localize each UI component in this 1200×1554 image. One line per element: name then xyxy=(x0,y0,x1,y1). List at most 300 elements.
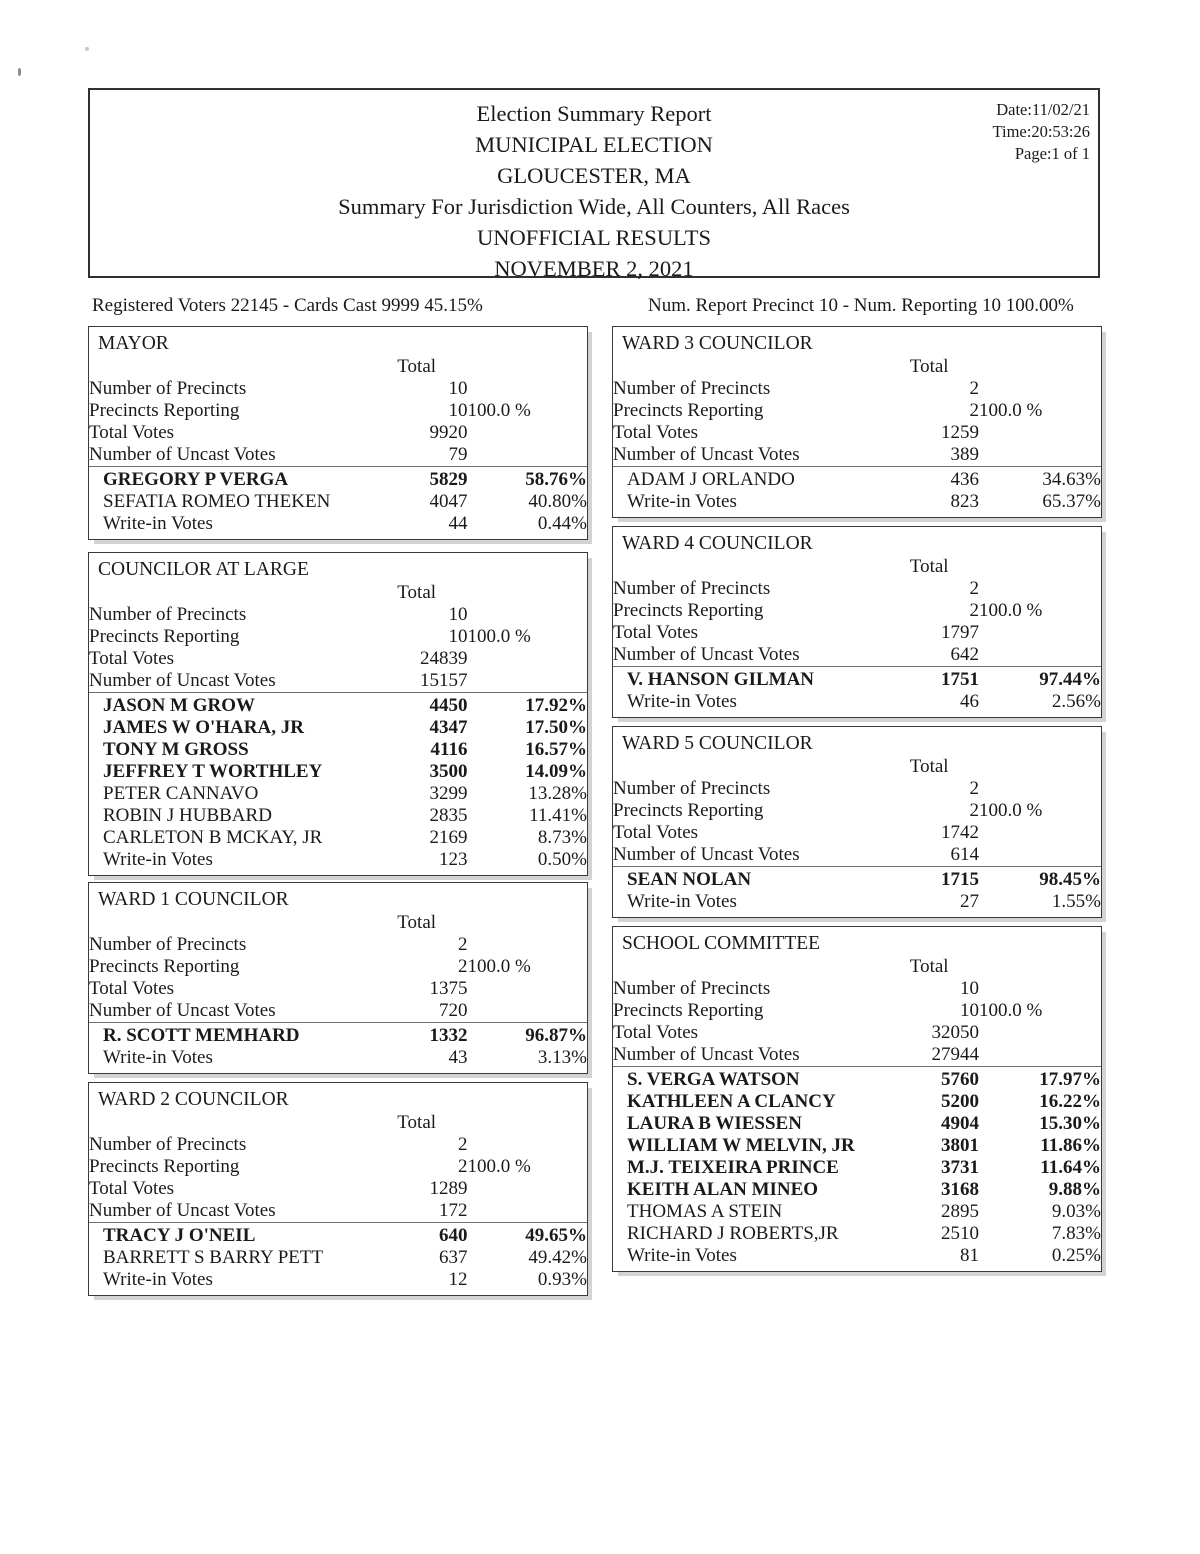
row-percent xyxy=(979,622,1101,644)
total-votes-row xyxy=(89,978,587,1000)
candidate-name: RICHARD J ROBERTS,JR xyxy=(627,1223,839,1244)
row-percent: 17.92% xyxy=(525,695,587,716)
row-value: 1375 xyxy=(429,978,468,999)
row-label: Number of Precincts xyxy=(613,378,771,399)
contest-results-table xyxy=(89,582,587,871)
row-percent xyxy=(979,422,1101,444)
spacer-cell xyxy=(89,356,368,378)
row-value: 2 xyxy=(969,400,979,421)
candidate-name: JASON M GROW xyxy=(103,695,255,716)
precincts-reporting-percent: 100.0 % xyxy=(978,1000,1043,1021)
row-label: Precincts Reporting xyxy=(89,1156,240,1177)
registered-voters-summary: Registered Voters 22145 - Cards Cast 9999 45.15% xyxy=(92,295,483,316)
total-header-row xyxy=(613,956,1101,978)
row-percent xyxy=(467,1000,587,1023)
precincts-reporting-row xyxy=(613,800,1101,822)
total-column-header: Total xyxy=(909,556,949,577)
row-percent: 65.37% xyxy=(1042,491,1101,512)
candidate-name: KEITH ALAN MINEO xyxy=(627,1179,819,1200)
row-value: 123 xyxy=(438,849,468,870)
total-column-header: Total xyxy=(909,756,949,777)
row-value: 1332 xyxy=(429,1025,468,1046)
total-votes-row xyxy=(613,422,1101,444)
row-value: 2 xyxy=(969,800,979,821)
uncast-votes-row xyxy=(89,444,587,467)
report-title-block xyxy=(90,98,1098,284)
precincts-reporting-percent: 100.0 % xyxy=(978,600,1043,621)
row-percent xyxy=(467,648,587,670)
row-percent xyxy=(979,978,1101,1000)
report-title-line-6: NOVEMBER 2, 2021 xyxy=(494,256,694,281)
row-label: Number of Precincts xyxy=(613,578,771,599)
row-label: Precincts Reporting xyxy=(89,400,240,421)
row-value: 79 xyxy=(448,444,468,465)
contest-title: MAYOR xyxy=(98,333,169,354)
write-in-row xyxy=(89,513,587,535)
total-votes-row xyxy=(613,822,1101,844)
row-value: 1289 xyxy=(429,1178,468,1199)
row-value: 2 xyxy=(969,600,979,621)
row-value: 9920 xyxy=(429,422,468,443)
row-percent xyxy=(979,578,1101,600)
report-title-line-5: UNOFFICIAL RESULTS xyxy=(477,225,711,250)
spacer-cell xyxy=(467,912,587,934)
spacer-cell xyxy=(979,956,1101,978)
candidate-row xyxy=(89,783,587,805)
row-label: Precincts Reporting xyxy=(89,626,240,647)
candidate-row xyxy=(89,491,587,513)
spacer-cell xyxy=(467,582,587,604)
row-value: 24839 xyxy=(419,648,468,669)
uncast-votes-row xyxy=(89,1200,587,1223)
report-header-box xyxy=(88,88,1100,281)
candidate-row xyxy=(613,1135,1101,1157)
candidate-name: GREGORY P VERGA xyxy=(103,469,289,490)
spacer-cell xyxy=(613,956,881,978)
contest-title: WARD 5 COUNCILOR xyxy=(622,733,813,754)
candidate-row xyxy=(89,1247,587,1269)
row-label: Number of Precincts xyxy=(89,604,247,625)
row-value: 44 xyxy=(448,513,468,534)
contest-results-table xyxy=(613,356,1101,513)
row-value: 1797 xyxy=(940,622,979,643)
row-value: 3731 xyxy=(940,1157,979,1178)
row-value: 4450 xyxy=(429,695,468,716)
candidate-name: LAURA B WIESSEN xyxy=(627,1113,802,1134)
row-value: 614 xyxy=(950,844,979,865)
spacer-cell xyxy=(89,1112,368,1134)
row-value: 27 xyxy=(959,891,979,912)
total-votes-row xyxy=(89,1178,587,1200)
total-column-header: Total xyxy=(909,956,949,977)
row-value: 5200 xyxy=(940,1091,979,1112)
row-percent xyxy=(467,422,587,444)
row-percent xyxy=(467,378,587,400)
total-column-header: Total xyxy=(397,912,437,933)
spacer-cell xyxy=(613,756,881,778)
precincts-reporting-row xyxy=(613,1000,1101,1022)
contest-title: WARD 2 COUNCILOR xyxy=(98,1089,289,1110)
row-value: 3299 xyxy=(429,783,468,804)
row-percent: 96.87% xyxy=(525,1025,587,1046)
contest-results-table xyxy=(89,912,587,1069)
row-percent xyxy=(979,444,1101,467)
write-in-row xyxy=(613,491,1101,513)
row-percent: 16.22% xyxy=(1039,1091,1101,1112)
contest-results-table xyxy=(89,1112,587,1291)
number-of-precincts-row xyxy=(89,378,587,400)
number-of-precincts-row xyxy=(613,978,1101,1000)
row-value: 1751 xyxy=(940,669,979,690)
row-percent: 0.44% xyxy=(537,513,587,534)
row-label: Precincts Reporting xyxy=(613,400,764,421)
row-value: 3801 xyxy=(940,1135,979,1156)
write-in-label: Write-in Votes xyxy=(627,491,737,512)
contest-block-mayor xyxy=(88,326,588,540)
row-value: 4904 xyxy=(940,1113,979,1134)
candidate-row xyxy=(613,1157,1101,1179)
spacer-cell xyxy=(613,356,881,378)
row-percent: 11.64% xyxy=(1040,1157,1101,1178)
row-percent xyxy=(979,378,1101,400)
precincts-reporting-percent: 100.0 % xyxy=(978,800,1043,821)
row-percent xyxy=(467,670,587,693)
precincts-reporting-row xyxy=(89,400,587,422)
row-percent: 0.50% xyxy=(537,849,587,870)
total-votes-row xyxy=(89,422,587,444)
contest-block-ward-4-councilor xyxy=(612,526,1102,718)
row-percent xyxy=(467,444,587,467)
row-percent xyxy=(467,1178,587,1200)
row-value: 10 xyxy=(448,378,468,399)
precincts-reporting-row xyxy=(89,956,587,978)
row-value: 436 xyxy=(950,469,979,490)
row-percent xyxy=(979,822,1101,844)
row-value: 2 xyxy=(457,934,468,955)
row-percent xyxy=(979,844,1101,867)
candidate-name: ROBIN J HUBBARD xyxy=(103,805,272,826)
contest-block-school-committee xyxy=(612,926,1102,1272)
row-percent: 17.50% xyxy=(525,717,587,738)
candidate-row xyxy=(89,761,587,783)
report-title-line-2: MUNICIPAL ELECTION xyxy=(475,132,713,157)
number-of-precincts-row xyxy=(89,934,587,956)
write-in-row xyxy=(613,891,1101,913)
row-value: 2 xyxy=(457,1134,468,1155)
row-value: 12 xyxy=(448,1269,468,1290)
contest-title: COUNCILOR AT LARGE xyxy=(98,559,309,580)
row-value: 4347 xyxy=(429,717,468,738)
candidate-row xyxy=(89,739,587,761)
total-column-header: Total xyxy=(397,582,437,603)
row-percent: 16.57% xyxy=(525,739,587,760)
report-page: Page:1 of 1 xyxy=(1014,144,1090,163)
row-value: 2 xyxy=(457,1156,468,1177)
candidate-name: WILLIAM W MELVIN, JR xyxy=(627,1135,855,1156)
contest-results-table xyxy=(613,956,1101,1267)
total-header-row xyxy=(613,356,1101,378)
contest-block-ward-3-councilor xyxy=(612,326,1102,518)
write-in-label: Write-in Votes xyxy=(627,891,737,912)
write-in-label: Write-in Votes xyxy=(103,513,213,534)
row-percent: 14.09% xyxy=(525,761,587,782)
row-percent: 11.86% xyxy=(1040,1135,1101,1156)
row-value: 5829 xyxy=(429,469,468,490)
total-column-header: Total xyxy=(397,1112,437,1133)
contest-title: WARD 1 COUNCILOR xyxy=(98,889,289,910)
row-value: 10 xyxy=(959,1000,979,1021)
uncast-votes-row xyxy=(89,670,587,693)
row-label: Number of Uncast Votes xyxy=(613,844,800,865)
spacer-cell xyxy=(979,356,1101,378)
row-percent: 58.76% xyxy=(525,469,587,490)
candidate-name: ADAM J ORLANDO xyxy=(627,469,795,490)
row-value: 10 xyxy=(448,604,468,625)
precincts-reporting-percent: 100.0 % xyxy=(978,400,1043,421)
row-percent: 8.73% xyxy=(537,827,587,848)
row-label: Precincts Reporting xyxy=(613,600,764,621)
candidate-name: TONY M GROSS xyxy=(103,739,249,760)
candidate-row xyxy=(89,1225,587,1247)
row-value: 4047 xyxy=(429,491,468,512)
total-header-row xyxy=(89,356,587,378)
row-value: 10 xyxy=(959,978,979,999)
total-column-header: Total xyxy=(397,356,437,377)
report-date: Date:11/02/21 xyxy=(996,100,1090,119)
precincts-reporting-row xyxy=(613,600,1101,622)
row-value: 81 xyxy=(959,1245,979,1266)
row-label: Precincts Reporting xyxy=(613,800,764,821)
row-label: Total Votes xyxy=(89,978,175,999)
candidate-name: THOMAS A STEIN xyxy=(627,1201,783,1222)
report-title-line-4: Summary For Jurisdiction Wide, All Counters, All Races xyxy=(338,194,850,219)
spacer-cell xyxy=(979,556,1101,578)
row-percent: 98.45% xyxy=(1039,869,1101,890)
row-value: 637 xyxy=(438,1247,468,1268)
row-percent: 49.42% xyxy=(528,1247,587,1268)
row-percent xyxy=(979,644,1101,667)
spacer-cell xyxy=(89,912,368,934)
row-percent: 15.30% xyxy=(1039,1113,1101,1134)
scan-artifact-speck xyxy=(85,47,89,51)
contest-block-ward-1-councilor xyxy=(88,882,588,1074)
candidate-name: JEFFREY T WORTHLEY xyxy=(103,761,323,782)
row-value: 43 xyxy=(448,1047,468,1068)
row-value: 3168 xyxy=(940,1179,979,1200)
row-percent: 9.03% xyxy=(1051,1201,1101,1222)
total-header-row xyxy=(89,912,587,934)
row-percent: 97.44% xyxy=(1039,669,1101,690)
row-label: Total Votes xyxy=(89,422,175,443)
row-percent xyxy=(467,604,587,626)
contest-results-table xyxy=(613,756,1101,913)
row-value: 2 xyxy=(969,378,979,399)
row-value: 2 xyxy=(969,778,979,799)
candidate-name: JAMES W O'HARA, JR xyxy=(103,717,304,738)
spacer-cell xyxy=(979,756,1101,778)
row-label: Number of Uncast Votes xyxy=(89,1000,276,1021)
row-label: Number of Uncast Votes xyxy=(613,1044,800,1065)
precinct-reporting-summary: Num. Report Precinct 10 - Num. Reporting 10 100.00% xyxy=(648,295,1074,316)
precincts-reporting-percent: 100.0 % xyxy=(467,956,531,977)
candidate-name: BARRETT S BARRY PETT xyxy=(103,1247,324,1268)
row-percent xyxy=(467,1200,587,1223)
row-percent: 0.25% xyxy=(1051,1245,1101,1266)
row-label: Number of Uncast Votes xyxy=(89,1200,276,1221)
write-in-row xyxy=(613,691,1101,713)
row-label: Number of Uncast Votes xyxy=(89,670,276,691)
row-percent: 9.88% xyxy=(1048,1179,1101,1200)
candidate-row xyxy=(89,805,587,827)
candidate-name: M.J. TEIXEIRA PRINCE xyxy=(627,1157,839,1178)
number-of-precincts-row xyxy=(613,378,1101,400)
number-of-precincts-row xyxy=(613,578,1101,600)
row-value: 720 xyxy=(438,1000,468,1021)
contest-block-ward-2-councilor xyxy=(88,1082,588,1296)
row-value: 3500 xyxy=(429,761,468,782)
row-value: 823 xyxy=(950,491,979,512)
spacer-cell xyxy=(467,1112,587,1134)
candidate-row xyxy=(613,869,1101,891)
total-votes-row xyxy=(613,622,1101,644)
row-label: Number of Precincts xyxy=(89,378,247,399)
row-label: Precincts Reporting xyxy=(89,956,240,977)
spacer-cell xyxy=(467,356,587,378)
candidate-row xyxy=(89,469,587,491)
write-in-label: Write-in Votes xyxy=(103,1047,213,1068)
number-of-precincts-row xyxy=(613,778,1101,800)
row-value: 642 xyxy=(950,644,979,665)
spacer-cell xyxy=(613,556,881,578)
report-time: Time:20:53:26 xyxy=(992,122,1090,141)
precincts-reporting-percent: 100.0 % xyxy=(467,400,531,421)
row-percent: 1.55% xyxy=(1051,891,1101,912)
write-in-row xyxy=(89,1047,587,1069)
candidate-name: R. SCOTT MEMHARD xyxy=(103,1025,300,1046)
row-percent xyxy=(467,934,587,956)
row-percent xyxy=(979,1022,1101,1044)
candidate-row xyxy=(613,1113,1101,1135)
write-in-label: Write-in Votes xyxy=(627,1245,737,1266)
candidate-row xyxy=(89,695,587,717)
precincts-reporting-row xyxy=(613,400,1101,422)
candidate-row xyxy=(613,1091,1101,1113)
row-value: 1715 xyxy=(940,869,979,890)
row-value: 2835 xyxy=(429,805,468,826)
write-in-label: Write-in Votes xyxy=(103,849,213,870)
candidate-row xyxy=(613,1201,1101,1223)
row-label: Number of Uncast Votes xyxy=(89,444,276,465)
candidate-row xyxy=(613,1179,1101,1201)
row-percent: 3.13% xyxy=(537,1047,587,1068)
row-percent: 17.97% xyxy=(1039,1069,1101,1090)
write-in-row xyxy=(89,849,587,871)
row-percent xyxy=(979,1044,1101,1067)
row-label: Total Votes xyxy=(89,1178,175,1199)
uncast-votes-row xyxy=(613,444,1101,467)
write-in-label: Write-in Votes xyxy=(103,1269,213,1290)
row-label: Number of Precincts xyxy=(613,778,771,799)
total-votes-row xyxy=(89,648,587,670)
row-value: 27944 xyxy=(931,1044,979,1065)
row-value: 2510 xyxy=(940,1223,979,1244)
total-header-row xyxy=(613,556,1101,578)
candidate-row xyxy=(613,469,1101,491)
row-value: 2 xyxy=(969,578,979,599)
row-percent: 11.41% xyxy=(529,805,587,826)
row-value: 2169 xyxy=(429,827,468,848)
uncast-votes-row xyxy=(613,644,1101,667)
row-value: 2 xyxy=(457,956,468,977)
row-value: 1259 xyxy=(940,422,979,443)
scan-artifact-speck xyxy=(18,68,21,76)
candidate-name: SEFATIA ROMEO THEKEN xyxy=(103,491,331,512)
candidate-name: SEAN NOLAN xyxy=(627,869,752,890)
row-label: Number of Precincts xyxy=(613,978,771,999)
row-percent: 40.80% xyxy=(528,491,587,512)
row-percent: 49.65% xyxy=(525,1225,587,1246)
total-header-row xyxy=(613,756,1101,778)
row-percent: 7.83% xyxy=(1051,1223,1101,1244)
spacer-cell xyxy=(89,582,368,604)
row-value: 2895 xyxy=(940,1201,979,1222)
contest-title: SCHOOL COMMITTEE xyxy=(622,933,821,954)
row-label: Total Votes xyxy=(613,622,699,643)
report-title-line-3: GLOUCESTER, MA xyxy=(497,163,691,188)
row-value: 46 xyxy=(959,691,979,712)
row-value: 172 xyxy=(438,1200,468,1221)
contest-title: WARD 3 COUNCILOR xyxy=(622,333,813,354)
candidate-row xyxy=(89,827,587,849)
candidate-name: CARLETON B MCKAY, JR xyxy=(103,827,323,848)
total-column-header: Total xyxy=(909,356,949,377)
candidate-name: V. HANSON GILMAN xyxy=(627,669,815,690)
candidate-row xyxy=(613,669,1101,691)
precincts-reporting-row xyxy=(89,626,587,648)
row-value: 15157 xyxy=(419,670,468,691)
row-value: 5760 xyxy=(940,1069,979,1090)
row-percent: 13.28% xyxy=(528,783,587,804)
row-value: 10 xyxy=(448,626,468,647)
row-label: Precincts Reporting xyxy=(613,1000,764,1021)
candidate-name: PETER CANNAVO xyxy=(103,783,259,804)
uncast-votes-row xyxy=(89,1000,587,1023)
candidate-name: KATHLEEN A CLANCY xyxy=(627,1091,836,1112)
number-of-precincts-row xyxy=(89,1134,587,1156)
row-percent: 34.63% xyxy=(1042,469,1101,490)
number-of-precincts-row xyxy=(89,604,587,626)
write-in-row xyxy=(89,1269,587,1291)
row-value: 10 xyxy=(448,400,468,421)
row-value: 640 xyxy=(438,1225,468,1246)
candidate-name: S. VERGA WATSON xyxy=(627,1069,800,1090)
total-votes-row xyxy=(613,1022,1101,1044)
uncast-votes-row xyxy=(613,1044,1101,1067)
row-label: Total Votes xyxy=(89,648,175,669)
precincts-reporting-percent: 100.0 % xyxy=(467,1156,531,1177)
row-percent: 2.56% xyxy=(1051,691,1101,712)
contest-block-councilor-at-large xyxy=(88,552,588,876)
candidate-row xyxy=(613,1223,1101,1245)
candidate-row xyxy=(89,1025,587,1047)
row-value: 4116 xyxy=(430,739,468,760)
contest-title: WARD 4 COUNCILOR xyxy=(622,533,813,554)
row-label: Number of Uncast Votes xyxy=(613,444,800,465)
candidate-row xyxy=(613,1069,1101,1091)
precincts-reporting-percent: 100.0 % xyxy=(467,626,531,647)
report-title-line-1: Election Summary Report xyxy=(476,101,712,126)
row-percent xyxy=(467,1134,587,1156)
